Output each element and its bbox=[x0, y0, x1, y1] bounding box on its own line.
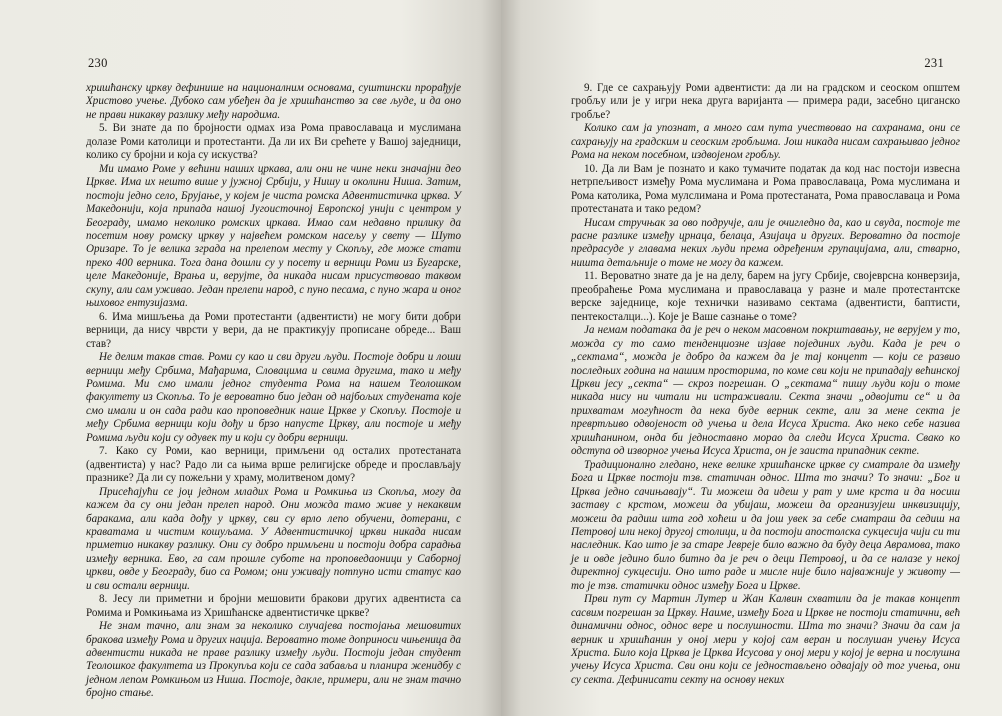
question-paragraph: 8. Јесу ли приметни и бројни мешовити бракови других адвентиста са Ромима и Ромкињама из Хришћанске адвентистичке цркве? bbox=[86, 593, 461, 619]
right-page-text bbox=[571, 82, 960, 687]
page-number-right: 231 bbox=[924, 56, 944, 70]
answer-paragraph: Ја немам података да је реч о неком масовном покрштавању, не верујем у то, можда су то само тенденциозне изјаве појединих људи. Када је реч о „сектама“, можда је добро да кажем да је тај концепт — који се развио последњих година на нашим просторима, по коме сви који не припадају већинској Цркви јесу „секта“ — скроз погрешан. О „сектама“ пишу људи који о томе никада нису ни читали ни истраживали. Секта значи „одвојити се“ и да прихватам могућност да нека буде верник секте, али за мене секта је превртљиво одвојеност од учења и дела Исуса Христа. Ако неко себе назива хришћанином, онда би једноставно морао да следи Исуса Христа. Свако ко одступа од изворног учења Исуса Христа, он је заиста припадник секте. bbox=[571, 324, 960, 458]
answer-paragraph: Не делим такав став. Роми су као и сви други људи. Постоје добри и лоши верници међу Србима, Мађарима, Словацима и свима другима, тако и међу Ромима. Ми смо имали једног студента Рома на нашем Теолошком факултету из Скопља. То је вероватно био један од најбољих студената које смо имали и он сада ради као проповедник наше Цркве у Скопљу. Постоје и међу Србима верници који дођу и брзо напусте Цркву, али постоје и међу Ромима људи који су одувек ту и који су добри верници. bbox=[86, 351, 461, 444]
answer-paragraph: Не знам тачно, али знам за неколико случајева постојања мешовитих бракова између Рома и других нација. Вероватно томе доприноси чињеница да адвентисти никада не праве разлику између људи. Постоји један студент Теолошког факултета из Прокупља који се сада забавља и планира женидбу с једном лепом Ромкињом из Ниша. Постоје, дакле, примери, али не знам тачно бројно стање. bbox=[86, 620, 461, 700]
answer-paragraph: хришћанску цркву дефинише на националним основама, суштински прорађује Христово учење. Дубоко сам убеђен да је хришћанство за све људе, и да оно не прави никакву разлику међу народима. bbox=[86, 82, 461, 121]
answer-paragraph: Традиционално гледано, неке велике хришћанске цркве су сматрале да између Бога и Цркве постоји тзв. статичан однос. Шта то значи? То значи: „Бог и Црква једно сачињавају“. Ти можеш да идеш у рат у име крста и да носиш заставу с крстом, можеш да убијаш, можеш да организујеш инквизицију, можеш да радиш шта год хоћеш и да још увек за себе сматраш да седиш на Петровој или некој другој столици, и да постоји апостолска сукцесија чији си ти наследник. Као што је за старе Јевреје било важно да буду деца Аврамова, тако је и овде једино било битно да је реч о деци Петровој, и да се налазе у некој директној сукцесији. Оно што раде и мисле није било најважније у животу — то је тзв. статички однос између Бога и Цркве. bbox=[571, 458, 960, 592]
question-paragraph: 11. Вероватно знате да је на делу, барем на југу Србије, својеврсна конверзија, преобраћење Рома муслимана и православаца у разне и мале протестантске верске заједнице, које технички називамо сектама (адвентисти, баптисти, пентекосталци...). Које је Ваше сазнање о томе? bbox=[571, 270, 960, 323]
right-page bbox=[501, 0, 1002, 716]
question-paragraph: 6. Има мишљења да Роми протестанти (адвентисти) не могу бити добри верници, да нису чврсти у вери, да не практикују прописане обреде... Ваш став? bbox=[86, 310, 461, 350]
answer-paragraph: Присећајући се јоџ једном младих Рома и Ромкиња из Скопља, могу да кажем да су они један прелеп народ. Они можда тамо живе у некаквим баракама, али када дођу у цркву, сви су врло лепо обучени, дотерани, с краватама и чистим кошуљама. У Адвентистичкој цркви никада нисам приметио никакву разлику. Они су добро примљени и постоји добра сарадња између верника. Ево, га сам прошле суботе на проповедаоници у Саборној цркви, овде у Београду, био са Ромом; они уживају потпуно исти статус као и сви остали верници. bbox=[86, 485, 461, 592]
page-number-left: 230 bbox=[88, 56, 108, 70]
question-paragraph: 10. Да ли Вам је познато и како тумачите податак да код нас постоји извесна нетрпељивост између Рома муслимана и Рома православаца, Рома муслимана и Рома католика, Рома мулслимана и Рома протестаната, Рома православаца и Рома протестаната и тако редом? bbox=[571, 162, 960, 216]
answer-paragraph: Први пут су Мартин Лутер и Жан Калвин схватили да је такав концепт сасвим погрешан за Цркву. Наиме, између Бога и Цркве не постоји статични, већ динамични однос, однос вере и послушности. Шта то значи? Значи да сам ја верник и хришћанин у оној мери у којој сам веран и послушан учењу Исуса Христа. Било која Црква је Црква Исусова у оној мери у којој је верна и послушна учењу Исуса Христа. Сви они који се једностављено одвајају од тог учења, они су секта. Дефинисати секту на основу неких bbox=[571, 593, 960, 686]
question-paragraph: 9. Где се сахрањују Роми адвентисти: да ли на градском и сеоском општем гробљу или је у игри нека друга варијанта — примера ради, засебно циганско гробље? bbox=[571, 82, 960, 121]
answer-paragraph: Колико сам ја упознат, а много сам пута учествовао на сахранама, они се сахрањују на градским и сеоским гробљима. Још никада нисам сахрањивао једног Рома на неком посебном, издвојеном гробљу. bbox=[571, 122, 960, 162]
answer-paragraph: Ми имамо Роме у већини наших цркава, али они не чине неки значајни део Цркве. Има их нешто више у јужној Србији, у Нишу и околини Ниша. Затим, постоји једно село, Брујање, у којем је чиста ромска Адвентистичка црква. У Македонији, која припада нашој Југоисточној Европској унији с центром у Београду, имамо неколико ромских цркава. Имао сам недавно прилику да посетим нову ромску цркву у највећем ромском насељу у свету — Шуто Оризаре. То је велика зграда на прелепом месту у Скопљу, где може стати преко 400 верника. Тога дана дошли су у посету и верници Роми из Бугарске, целе Македоније, Врања и, верујте, да никада нисам присуствовао таквом скупу, али сам уживао. Један прелепи народ, с пуно песама, с пуно жара и оног њиховог ентузијазма. bbox=[86, 162, 461, 310]
question-paragraph: 5. Ви знате да по бројности одмах иза Рома православаца и муслимана долазе Роми католици и протестанти. Да ли их Ви срећете у Вашој заједници, колико су бројни и која су искуства? bbox=[86, 122, 461, 162]
left-page-text bbox=[86, 82, 461, 701]
answer-paragraph: Нисам стручњак за ово подручје, али је очигледно да, као и свуда, постоје те расне разлике између црнаца, белаца, Азијаца и других. Вероватно да постоје предрасуде у главама неких људи према одређеним групацијама, али, стварно, ништа детаљније о томе не могу да кажем. bbox=[571, 216, 960, 269]
question-paragraph: 7. Како су Роми, као верници, примљени од осталих протестаната (адвентиста) у нас? Радо ли са њима врше религијске обреде и прослављају празнике? Да ли су пожељни у храму, молитвеном дому? bbox=[86, 445, 461, 485]
